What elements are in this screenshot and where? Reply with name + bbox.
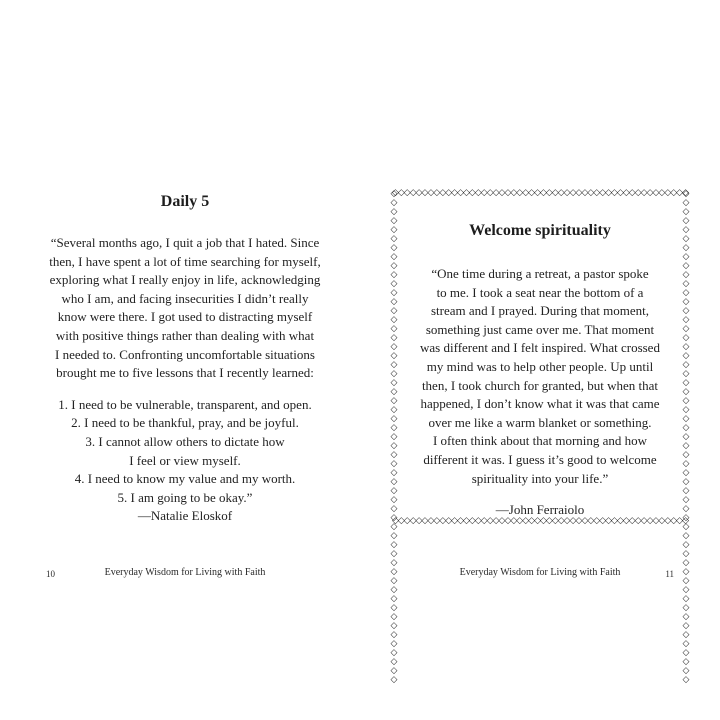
running-header-right: Everyday Wisdom for Living with Faith [459, 567, 621, 578]
running-header-left: Everyday Wisdom for Living with Faith [104, 567, 266, 578]
left-page-heading: Daily 5 [160, 193, 210, 210]
right-page [398, 197, 682, 517]
left-page-quote: “Several months ago, I quit a job that I hated. Since then, I have spent a lot of time searching for myself, exploring what I really enjoy in life, acknowledging who I am, and facing insecurities I didn’t really know were there. I got used to distracting myself with positive things rather than dealing with what I needed to. Confronting uncomfortable situations brought me to five lessons that I recently learned: [49, 235, 321, 381]
left-page-attribution: —Natalie Eloskof [137, 508, 233, 524]
diamond-border-right-icon: ◇◇◇◇◇◇◇◇◇◇◇◇◇◇◇◇◇◇◇◇◇◇◇◇◇◇◇◇◇◇◇◇◇◇◇◇◇◇◇◇◇◇◇◇◇◇◇◇◇◇◇◇◇◇◇ [681, 189, 691, 684]
diamond-border-top-icon: ◇◇◇◇◇◇◇◇◇◇◇◇◇◇◇◇◇◇◇◇◇◇◇◇◇◇◇◇◇◇◇◇◇◇◇◇◇◇◇◇◇◇◇◇◇◇◇◇◇◇ [391, 188, 689, 198]
diamond-border-bottom-icon: ◇◇◇◇◇◇◇◇◇◇◇◇◇◇◇◇◇◇◇◇◇◇◇◇◇◇◇◇◇◇◇◇◇◇◇◇◇◇◇◇◇◇◇◇◇◇◇◇◇◇ [391, 516, 689, 526]
right-page-attribution: —John Ferraiolo [495, 502, 585, 518]
right-page-heading: Welcome spirituality [469, 222, 611, 239]
page-number-left: 10 [46, 569, 55, 579]
lessons-list: 1. I need to be vulnerable, transparent, and open. 2. I need to be thankful, pray, and be joyful. 3. I cannot allow others to dictate how I feel or view myself. 4. I need to know my value and my worth. 5. I am going to be okay.” [58, 396, 312, 505]
page-number-right: 11 [665, 569, 674, 579]
right-page-quote: “One time during a retreat, a pastor spoke to me. I took a seat near the bottom of a stream and I prayed. During that moment, something just came over me. That moment was different and I felt inspired. What crossed my mind was to help other people. Up until then, I took church for granted, but when that happened, I don’t know what it was that came over me like a warm blanket or something. I often think about that morning and how different it was. I guess it’s good to welcome spirituality into your life.” [420, 266, 660, 486]
diamond-border-left-icon: ◇◇◇◇◇◇◇◇◇◇◇◇◇◇◇◇◇◇◇◇◇◇◇◇◇◇◇◇◇◇◇◇◇◇◇◇◇◇◇◇◇◇◇◇◇◇◇◇◇◇◇◇◇◇◇ [389, 189, 399, 684]
left-page [25, 192, 345, 526]
